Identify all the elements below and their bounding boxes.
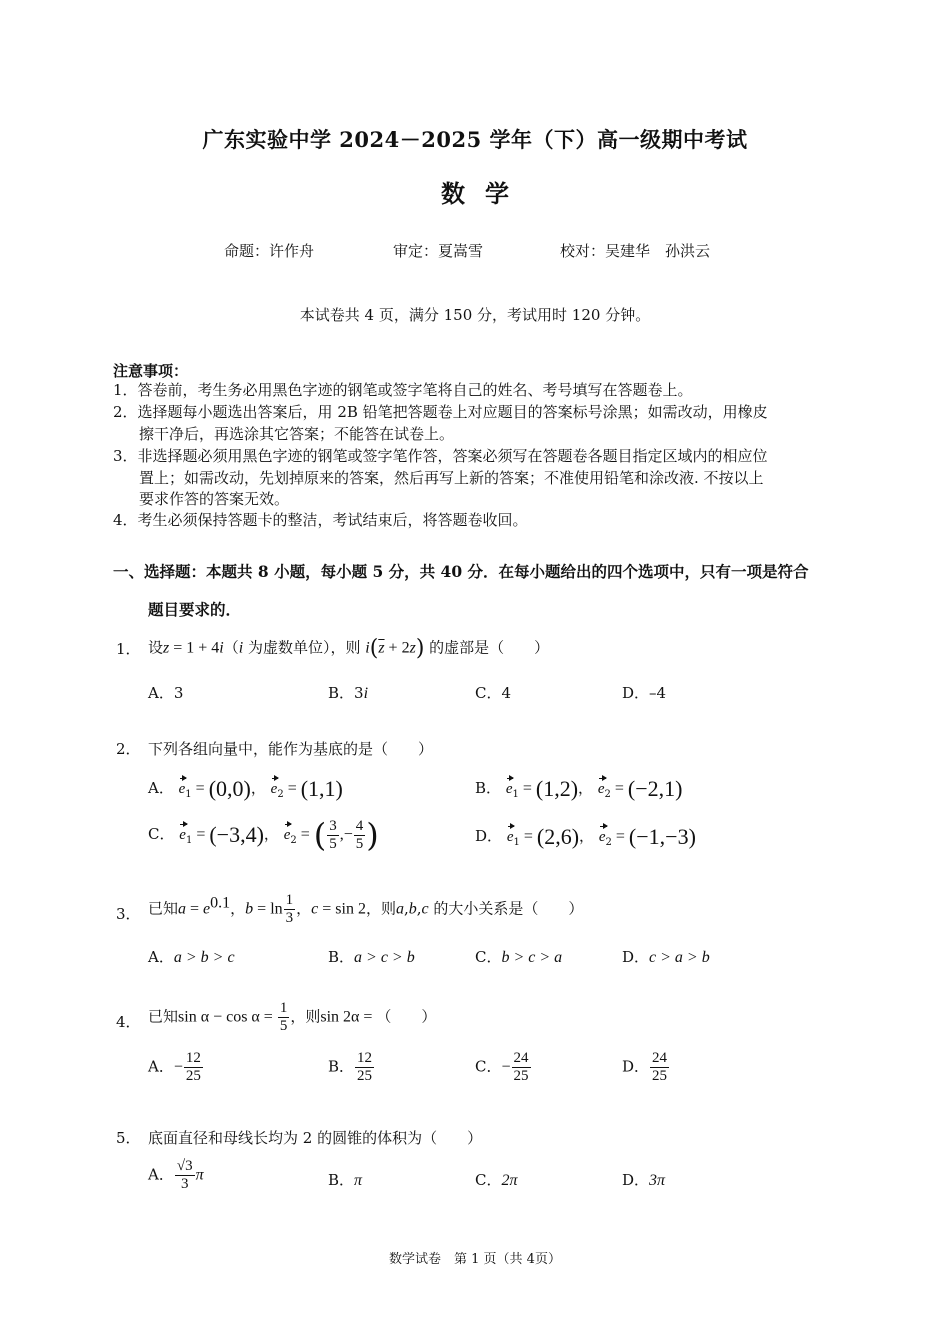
q1-option-b: B．3i [328, 684, 369, 702]
question-5-number: 5． [116, 1129, 141, 1147]
q4-option-d: D． $\frac{24}{25}$ [622, 1050, 668, 1084]
note-item-continued: 擦干净后，再选涂其它答案；不能答在试卷上。 [139, 425, 455, 443]
exam-title: 广东实验中学 2024－2025 学年（下）高一级期中考试 [202, 127, 748, 152]
proposer-credit: 命题：许作舟 [224, 242, 315, 260]
reviewer-credit: 审定：夏嵩雪 [393, 242, 484, 260]
q1-option-a: A．3 [148, 684, 184, 702]
q3-option-a: A．a > b > c [148, 948, 235, 966]
note-item: 2．选择题每小题选出答案后，用 2B 铅笔把答题卷上对应题目的答案标号涂黑；如需改动，用橡皮 [113, 403, 768, 421]
question-1-number: 1． [116, 640, 141, 658]
q5-option-b: B．π [328, 1171, 363, 1189]
note-item-continued: 置上；如需改动，先划掉原来的答案，然后再写上新的答案；不准使用铅笔和涂改液. 不按以上 [139, 469, 764, 487]
q3-option-b: B．a > c > b [328, 948, 415, 966]
subject-char-1: 数 [441, 179, 465, 208]
page-footer: 数学试卷 第 1 页（共 4页） [389, 1252, 561, 1267]
q5-option-c: C．2π [475, 1171, 518, 1189]
question-3-number: 3． [116, 905, 141, 923]
question-3-text: 已知$a = e^{0.1}$，b = ln $\frac{1}{3}$ ，c = sin 2，则a,b,c 的大小关系是（ ） [148, 892, 584, 926]
proofreader-credit: 校对：吴建华 孙洪云 [560, 242, 711, 260]
notes-heading: 注意事项： [113, 362, 189, 380]
q4-option-b: B． $\frac{12}{25}$ [328, 1050, 373, 1084]
q2-option-b: B． $e_1 = (1,2)$， $e_2 = (-2,1)$ [475, 776, 683, 801]
q1-option-c: C．4 [475, 684, 512, 702]
question-5-text: 底面直径和母线长均为 2 的圆锥的体积为（ ） [148, 1129, 483, 1147]
question-2-text: 下列各组向量中，能作为基底的是（ ） [148, 740, 434, 758]
q2-option-a: A． $e_1 = (0,0)$， $e_2 = (1,1)$ [148, 776, 343, 801]
note-item: 4．考生必须保持答题卡的整洁，考试结束后，将答题卷收回。 [113, 511, 528, 529]
question-1-text: 设z = 1 + 4i（i 为虚数单位），则 $i(\overline{z} + 2z)$ 的虚部是（ ） [148, 636, 550, 661]
q5-option-a: A． $\frac{√3}{3}$ π [148, 1158, 204, 1192]
section-heading-continued: 题目要求的． [148, 600, 242, 619]
subject-char-2: 学 [485, 179, 509, 208]
subject-heading [0, 174, 950, 209]
q4-option-c: C．− $\frac{24}{25}$ [475, 1050, 529, 1084]
question-2-number: 2． [116, 740, 141, 758]
note-item: 1．答卷前，考生务必用黑色字迹的钢笔或签字笔将自己的姓名、考号填写在答题卷上。 [113, 381, 693, 399]
q3-option-d: D．c > a > b [622, 948, 710, 966]
exam-info: 本试卷共 4 页，满分 150 分，考试用时 120 分钟。 [299, 306, 651, 324]
q4-option-a: A．− $\frac{12}{25}$ [148, 1050, 201, 1084]
question-4-number: 4． [116, 1013, 141, 1031]
q2-option-d: D． $e_1 = (2,6)$， $e_2 = (-1,-3)$ [475, 824, 696, 849]
q3-option-c: C．b > c > a [475, 948, 563, 966]
note-item: 3．非选择题必须用黑色字迹的钢笔或签字笔作答，答案必须写在答题卷各题目指定区域内的相应位 [113, 447, 768, 465]
section-heading: 一、选择题：本题共 8 小题，每小题 5 分，共 40 分．在每小题给出的四个选项中，只有一项是符合 [113, 562, 809, 581]
q2-option-c: C． $e_1 = (-3,4)$， $e_2$ = ( $\frac{3}{5}$ ,− $\frac{4}{5}$ ) [148, 816, 379, 854]
note-item-continued: 要求作答的答案无效。 [139, 490, 290, 508]
q1-option-d: D．–4 [622, 684, 667, 702]
question-4-text: 已知sin α − cos α = $\frac{1}{5}$ ，则sin 2α = （ ） [148, 1000, 437, 1034]
q5-option-d: D．3π [622, 1171, 666, 1189]
